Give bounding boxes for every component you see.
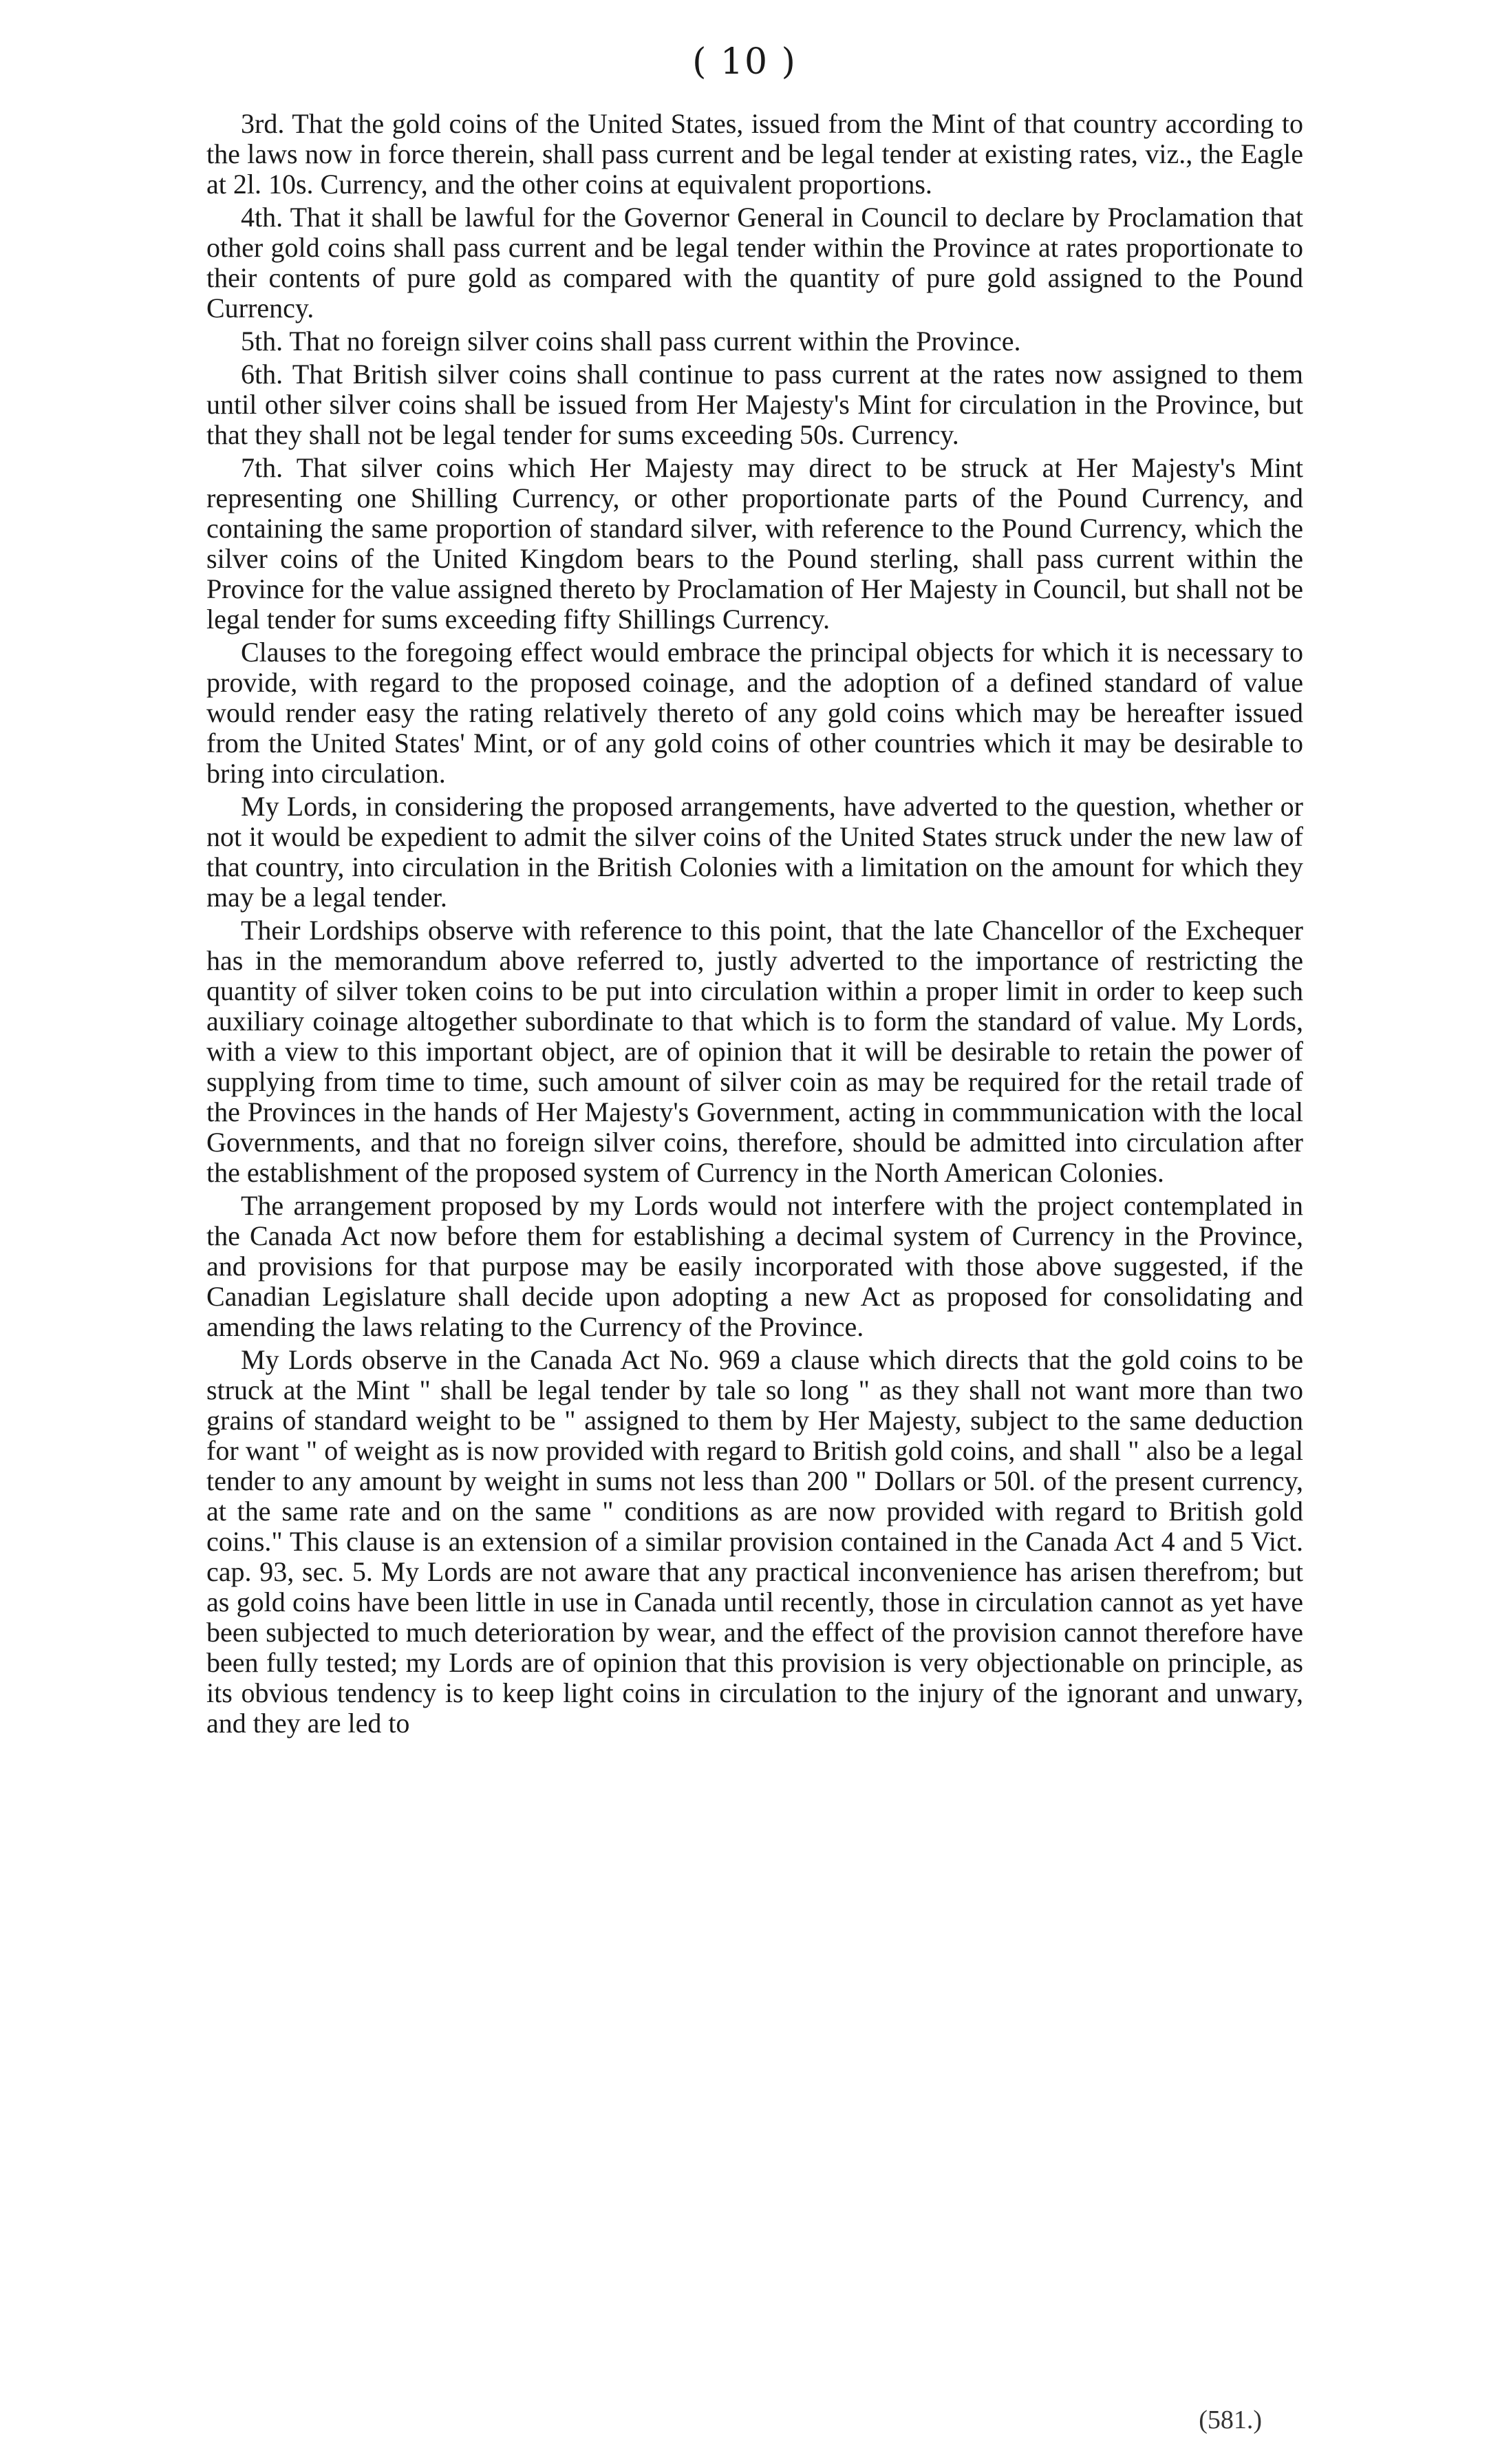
document-body <box>206 109 1303 1741</box>
paragraph-clause-3: 3rd. That the gold coins of the United States, issued from the Mint of that country according to the laws now in force therein, shall pass current and be legal tender at existing rates, viz., the Eagle at 2l. 10s. Currency, and the other coins at equivalent proportions. <box>206 108 1303 200</box>
paragraph-clause-4: 4th. That it shall be lawful for the Governor General in Council to declare by Proclamation that other gold coins shall pass current and be legal tender within the Province at rates proportionate to their contents of pure gold as compared with the quantity of pure gold assigned to the Pound Currency. <box>206 202 1303 323</box>
paragraph-silver-coins-question: My Lords, in considering the proposed arrangements, have adverted to the question, whether or not it would be expedient to admit the silver coins of the United States struck under the new law of that country, into circulation in the British Colonies with a limitation on the amount for which they may be a legal tender. <box>206 791 1303 913</box>
page-number: ( 10 ) <box>692 41 797 83</box>
paragraph-lordships-observe: Their Lordships observe with reference to this point, that the late Chancellor of the Exchequer has in the memorandum above referred to, justly adverted to the importance of restricting the quantity of silver token coins to be put into circulation within a proper limit in order to keep such auxiliary coinage altogether subordinate to that which is to form the standard of value. My Lords, with a view to this important object, are of opinion that it will be desirable to retain the power of supplying from time to time, such amount of silver coin as may be required for the retail trade of the Provinces in the hands of Her Majesty's Government, acting in commmunication with the local Governments, and that no foreign silver coins, therefore, should be admitted into circulation after the establishment of the proposed system of Currency in the North American Colonies. <box>206 915 1303 1188</box>
paragraph-clause-5: 5th. That no foreign silver coins shall pass current within the Province. <box>241 326 1021 357</box>
footer-mark: (581.) <box>1199 2405 1262 2434</box>
paragraph-canada-act-969: My Lords observe in the Canada Act No. 969 a clause which directs that the gold coins to be struck at the Mint " shall be legal tender by tale so long " as they shall not want more than two grains of standard weight to be " assigned to them by Her Majesty, subject to the same deduction for want " of weight as is now provided with regard to British gold coins, and shall " also be a legal tender to any amount by weight in sums not less than 200 " Dollars or 50l. of the present currency, at the same rate and on the same " conditions as are now provided with regard to British gold coins." This clause is an extension of a similar provision contained in the Canada Act 4 and 5 Vict. cap. 93, sec. 5. My Lords are not aware that any practical inconvenience has arisen therefrom; but as gold coins have been little in use in Canada until recently, those in circulation cannot as yet have been subjected to much deterioration by wear, and the effect of the provision cannot therefore have been fully tested; my Lords are of opinion that this provision is very objectionable on principle, as its obvious tendency is to keep light coins in circulation to the injury of the ignorant and unwary, and they are led to <box>206 1344 1303 1739</box>
paragraph-clause-6: 6th. That British silver coins shall continue to pass current at the rates now assigned to them until other silver coins shall be issued from Her Majesty's Mint for circulation in the Province, but that they shall not be legal tender for sums exceeding 50s. Currency. <box>206 359 1303 450</box>
paragraph-clause-7: 7th. That silver coins which Her Majesty may direct to be struck at Her Majesty's Mint representing one Shilling Currency, or other proportionate parts of the Pound Currency, and containing the same proportion of standard silver, with reference to the Pound Currency, which the silver coins of the United Kingdom bears to the Pound sterling, shall pass current within the Province for the value assigned thereto by Proclamation of Her Majesty in Council, but shall not be legal tender for sums exceeding fifty Shillings Currency. <box>206 452 1303 635</box>
paragraph-canada-act-arrangement: The arrangement proposed by my Lords would not interfere with the project contemplated in the Canada Act now before them for establishing a decimal system of Currency in the Province, and provisions for that purpose may be easily incorporated with those above suggested, if the Canadian Legislature shall decide upon adopting a new Act as proposed for consolidating and amending the laws relating to the Currency of the Province. <box>206 1190 1303 1342</box>
paragraph-clauses-summary: Clauses to the foregoing effect would embrace the principal objects for which it is necessary to provide, with regard to the proposed coinage, and the adoption of a defined standard of value would render easy the rating relatively thereto of any gold coins which may be hereafter issued from the United States' Mint, or of any gold coins of other countries which it may be desirable to bring into circulation. <box>206 637 1303 789</box>
